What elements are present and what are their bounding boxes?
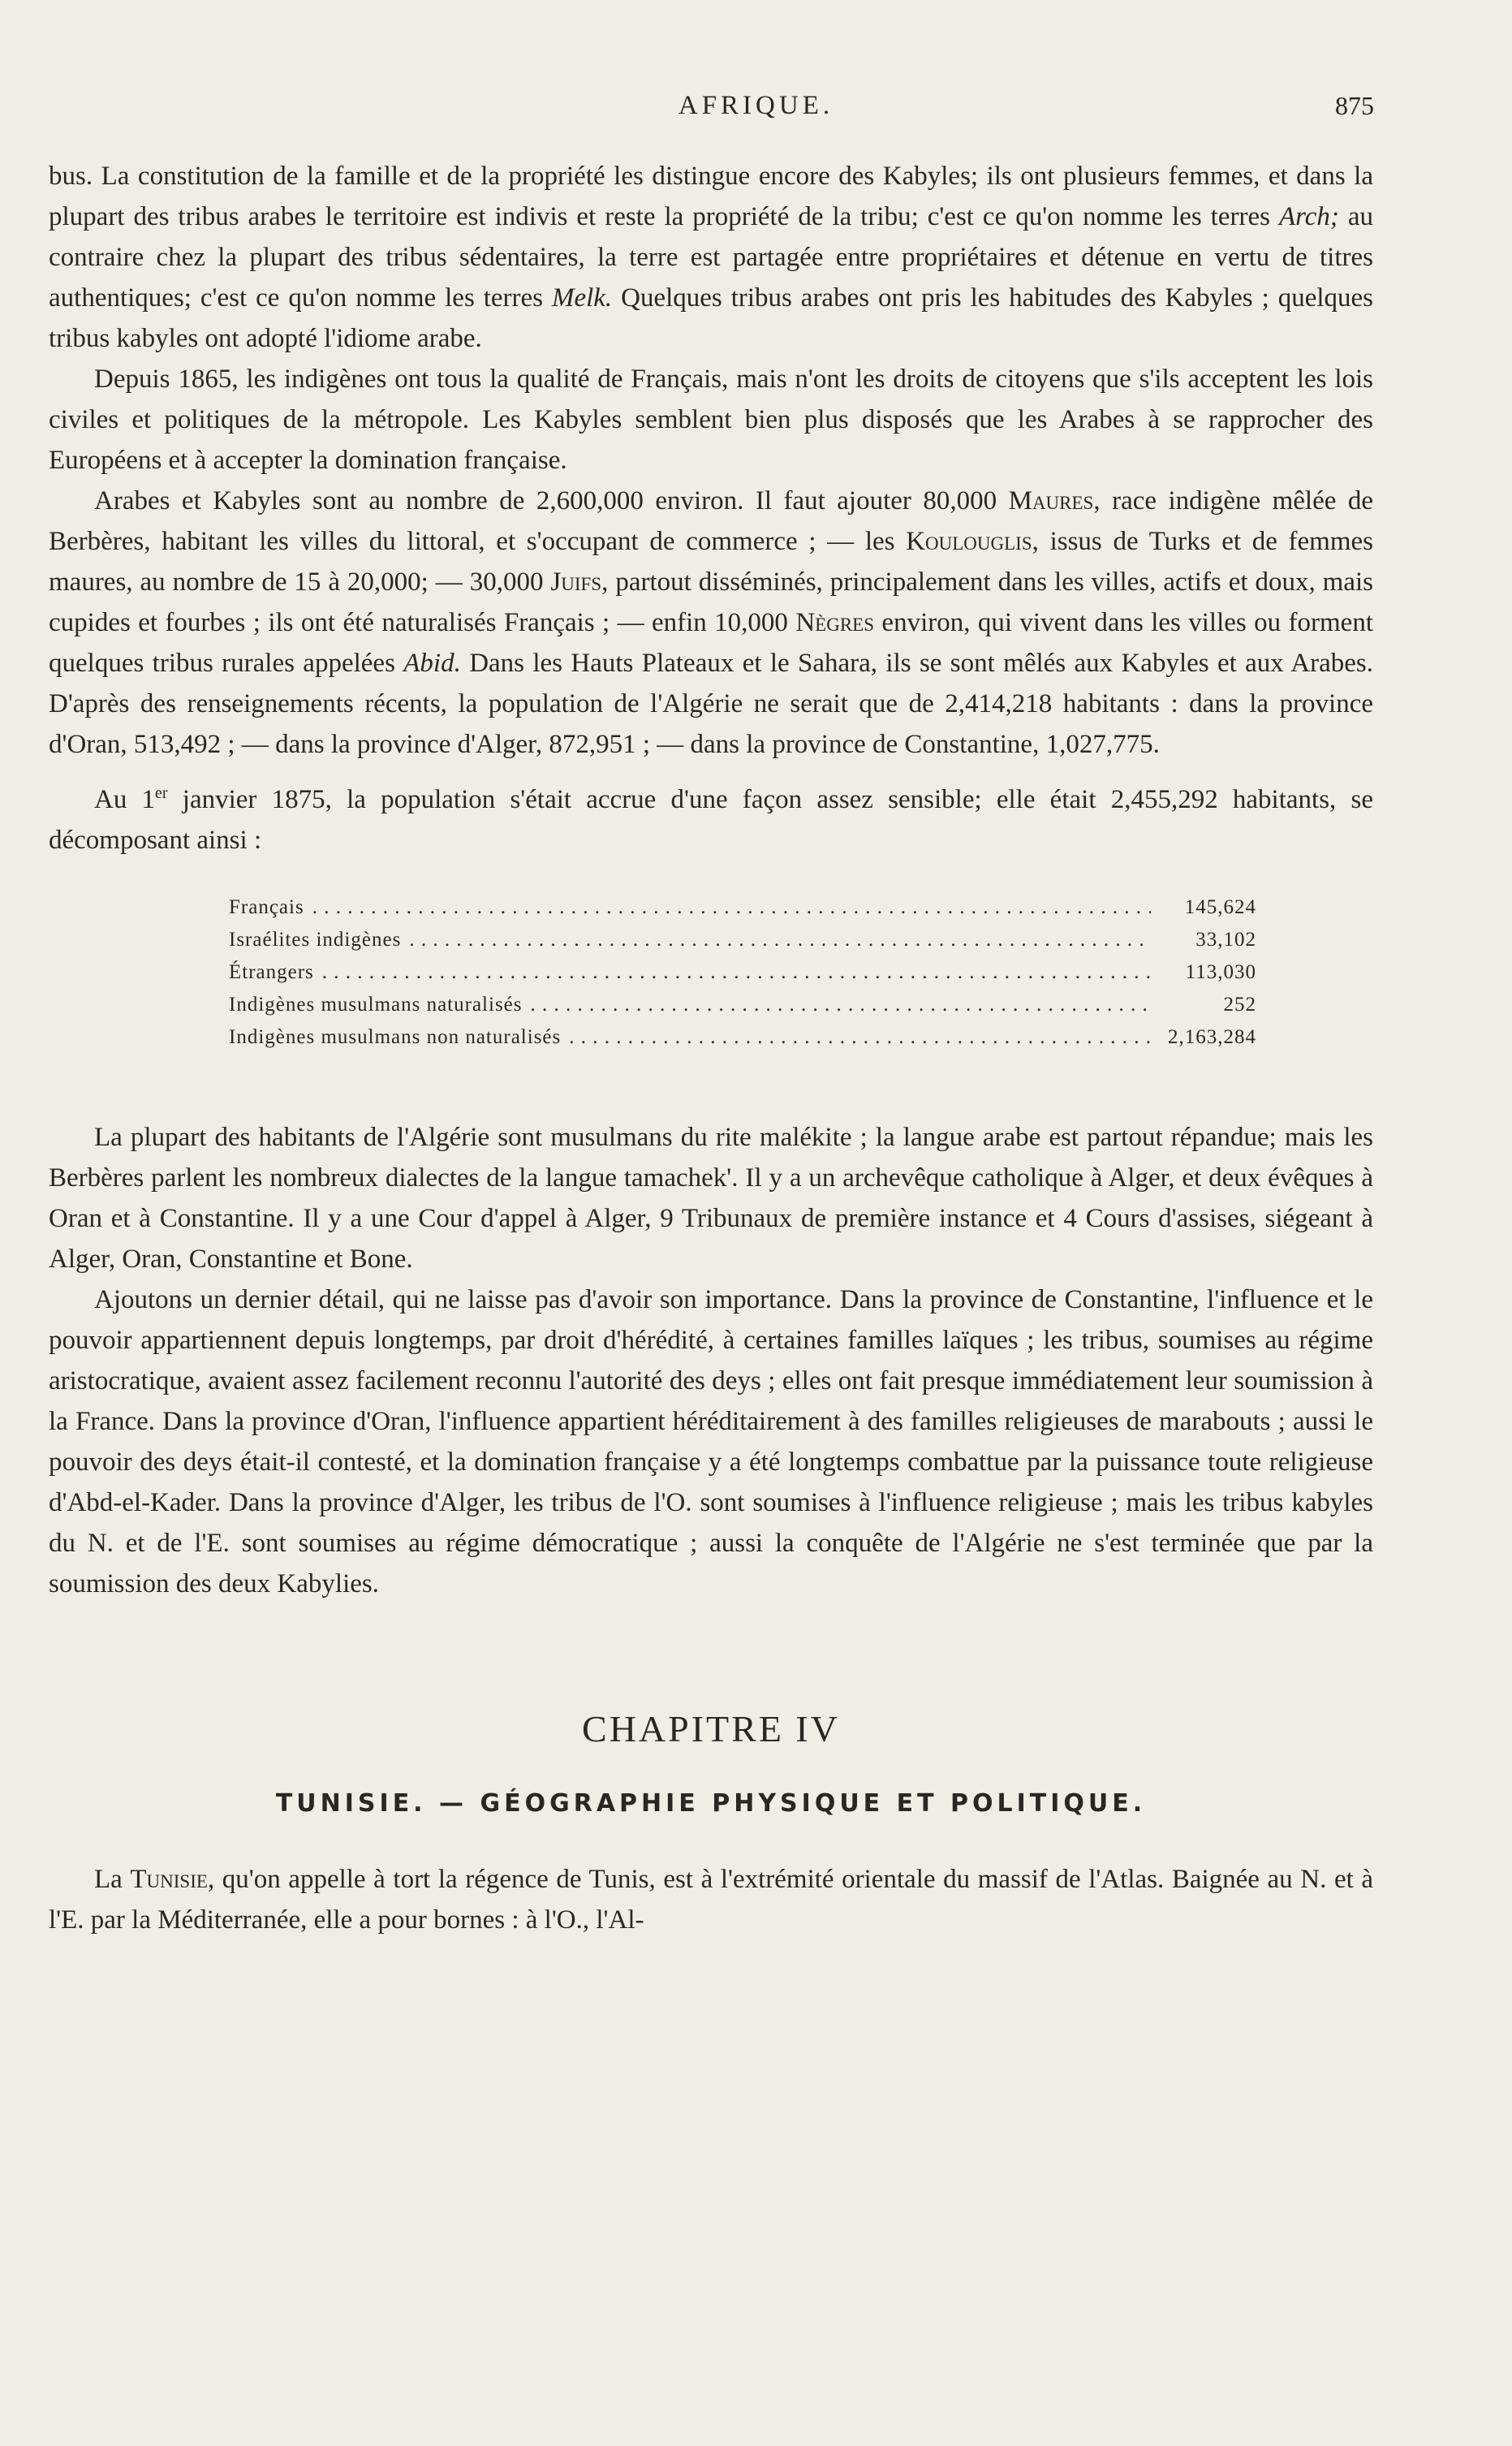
row-label: Israélites indigènes (229, 929, 402, 951)
running-header (0, 91, 1512, 132)
table-row (229, 1021, 1256, 1054)
text-run: environ, qui vivent dans les villes ou forment quelques tribus rurales appelées (49, 608, 1373, 678)
text-run: La (94, 1865, 131, 1894)
term-koulouglis: Koulouglis (906, 527, 1032, 556)
term-maures: Maures (1008, 486, 1094, 516)
dot-leader (569, 1021, 1151, 1054)
term-melk: Melk. (551, 283, 613, 313)
text-run: , partout disséminés, principalement dans les villes, actifs et doux, mais cupides et fourbes ; ils ont été naturalisés Français ; — enfin 10,000 (49, 567, 1373, 637)
text-run: Arabes et Kabyles sont au nombre de 2,600,000 environ. Il faut ajouter 80,000 (94, 486, 1009, 516)
row-value: 2,163,284 (1168, 1026, 1256, 1048)
row-label: Étrangers (229, 961, 314, 983)
table-row (229, 956, 1256, 989)
paragraph-3 (49, 481, 1373, 765)
paragraph-7 (49, 1859, 1373, 1940)
row-value: 113,030 (1185, 961, 1256, 983)
term-juifs: Juifs (550, 567, 602, 597)
text-run: bus. La constitution de la famille et de la propriété les distingue encore des Kabyles; ils ont plusieurs femmes, et dans la plupart des tribus arabes le territoire est indivis et reste la propriété de la tribu; c'est ce qu'on nomme les terres (49, 162, 1373, 231)
body-text (49, 156, 1373, 1940)
running-title: AFRIQUE. (678, 91, 834, 120)
dot-leader (531, 989, 1152, 1021)
text-run: , qu'on appelle à tort la régence de Tunis, est à l'extrémité orientale du massif de l'Atlas. Baignée au N. et à l'E. par la Méditerranée, elle a pour bornes : à l'O., l'Al- (49, 1865, 1373, 1935)
term-abid: Abid. (403, 649, 461, 678)
row-label: Indigènes musulmans naturalisés (229, 994, 523, 1016)
table-row (229, 924, 1256, 956)
row-value: 145,624 (1184, 896, 1256, 918)
paragraph-4 (49, 779, 1373, 861)
text-run: Quelques tribus arabes ont pris les habitudes des Kabyles ; quelques tribus kabyles ont adopté l'idiome arabe. (49, 283, 1373, 353)
dot-leader (409, 924, 1151, 956)
paragraph-2: Depuis 1865, les indigènes ont tous la qualité de Français, mais n'ont les droits de citoyens que s'ils acceptent les lois civiles et politiques de la métropole. Les Kabyles semblent bien plus disposés que les Arabes à se rapprocher des Européens et à accepter la domination française. (49, 365, 1373, 475)
table-row (229, 891, 1256, 924)
term-arch: Arch; (1278, 202, 1339, 231)
text-run: au contraire chez la plupart des tribus sédentaires, la terre est partagée entre propriétaires et détenue en vertu de titres authentiques; c'est ce qu'on nomme les terres (49, 202, 1373, 313)
dot-leader (322, 956, 1151, 989)
superscript: er (155, 784, 168, 802)
text-run: Dans les Hauts Plateaux et le Sahara, ils se sont mêlés aux Kabyles et aux Arabes. D'après des renseignements récents, la population de l'Algérie ne serait que de 2,414,218 habitants : dans la province d'Oran, 513,492 ; — dans la province d'Alger, 872,951 ; — dans la province de Constantine, 1,027,775. (49, 649, 1374, 759)
text-run: , issus de Turks et de femmes maures, au nombre de 15 à 20,000; — 30,000 (49, 527, 1373, 597)
text-run: janvier 1875, la population s'était accrue d'une façon assez sensible; elle était 2,455,292 habitants, se décomposant ainsi : (49, 785, 1373, 855)
term-negres: Nègres (795, 608, 875, 637)
table-row (229, 989, 1256, 1021)
row-value: 33,102 (1195, 929, 1256, 951)
row-label: Français (229, 896, 304, 918)
population-table (229, 891, 1256, 1054)
row-label: Indigènes musulmans non naturalisés (229, 1026, 562, 1048)
term-tunisie: Tunisie (130, 1865, 208, 1894)
dot-leader (312, 891, 1151, 924)
row-value: 252 (1223, 994, 1256, 1016)
text-run: , race indigène mêlée de Berbères, habitant les villes du littoral, et s'occupant de commerce ; — les (49, 486, 1373, 556)
page-number: 875 (1335, 91, 1374, 120)
section-heading: TUNISIE. — GÉOGRAPHIE PHYSIQUE ET POLITIQUE. (275, 1789, 1147, 1818)
paragraph-1 (49, 156, 1373, 359)
text-run: Au 1 (94, 785, 156, 814)
paragraph-5: La plupart des habitants de l'Algérie sont musulmans du rite malékite ; la langue arabe est partout répandue; mais les Berbères parlent les nombreux dialectes de la langue tamachek'. Il y a un archevêque catholique à Alger, et deux évêques à Oran et à Constantine. Il y a une Cour d'appel à Alger, 9 Tribunaux de première instance et 4 Cours d'assises, siégeant à Alger, Oran, Constantine et Bone. (49, 1123, 1373, 1274)
paragraph-6: Ajoutons un dernier détail, qui ne laisse pas d'avoir son importance. Dans la province de Constantine, l'influence et le pouvoir appartiennent depuis longtemps, par droit d'hérédité, à certaines familles laïques ; les tribus, soumises au régime aristocratique, avaient assez facilement reconnu l'autorité des deys ; elles ont fait presque immédiatement leur soumission à la France. Dans la province d'Oran, l'influence appartient héréditairement à des familles religieuses de marabouts ; aussi le pouvoir des deys était-il contesté, et la domination française y a été longtemps combattue par la puissance toute religieuse d'Abd-el-Kader. Dans la province d'Alger, les tribus de l'O. sont soumises à l'influence religieuse ; mais les tribus kabyles du N. et de l'E. sont soumises au régime démocratique ; aussi la conquête de l'Algérie ne s'est terminée que par la soumission des deux Kabylies. (49, 1285, 1373, 1598)
chapter-title: CHAPITRE IV (582, 1708, 840, 1749)
